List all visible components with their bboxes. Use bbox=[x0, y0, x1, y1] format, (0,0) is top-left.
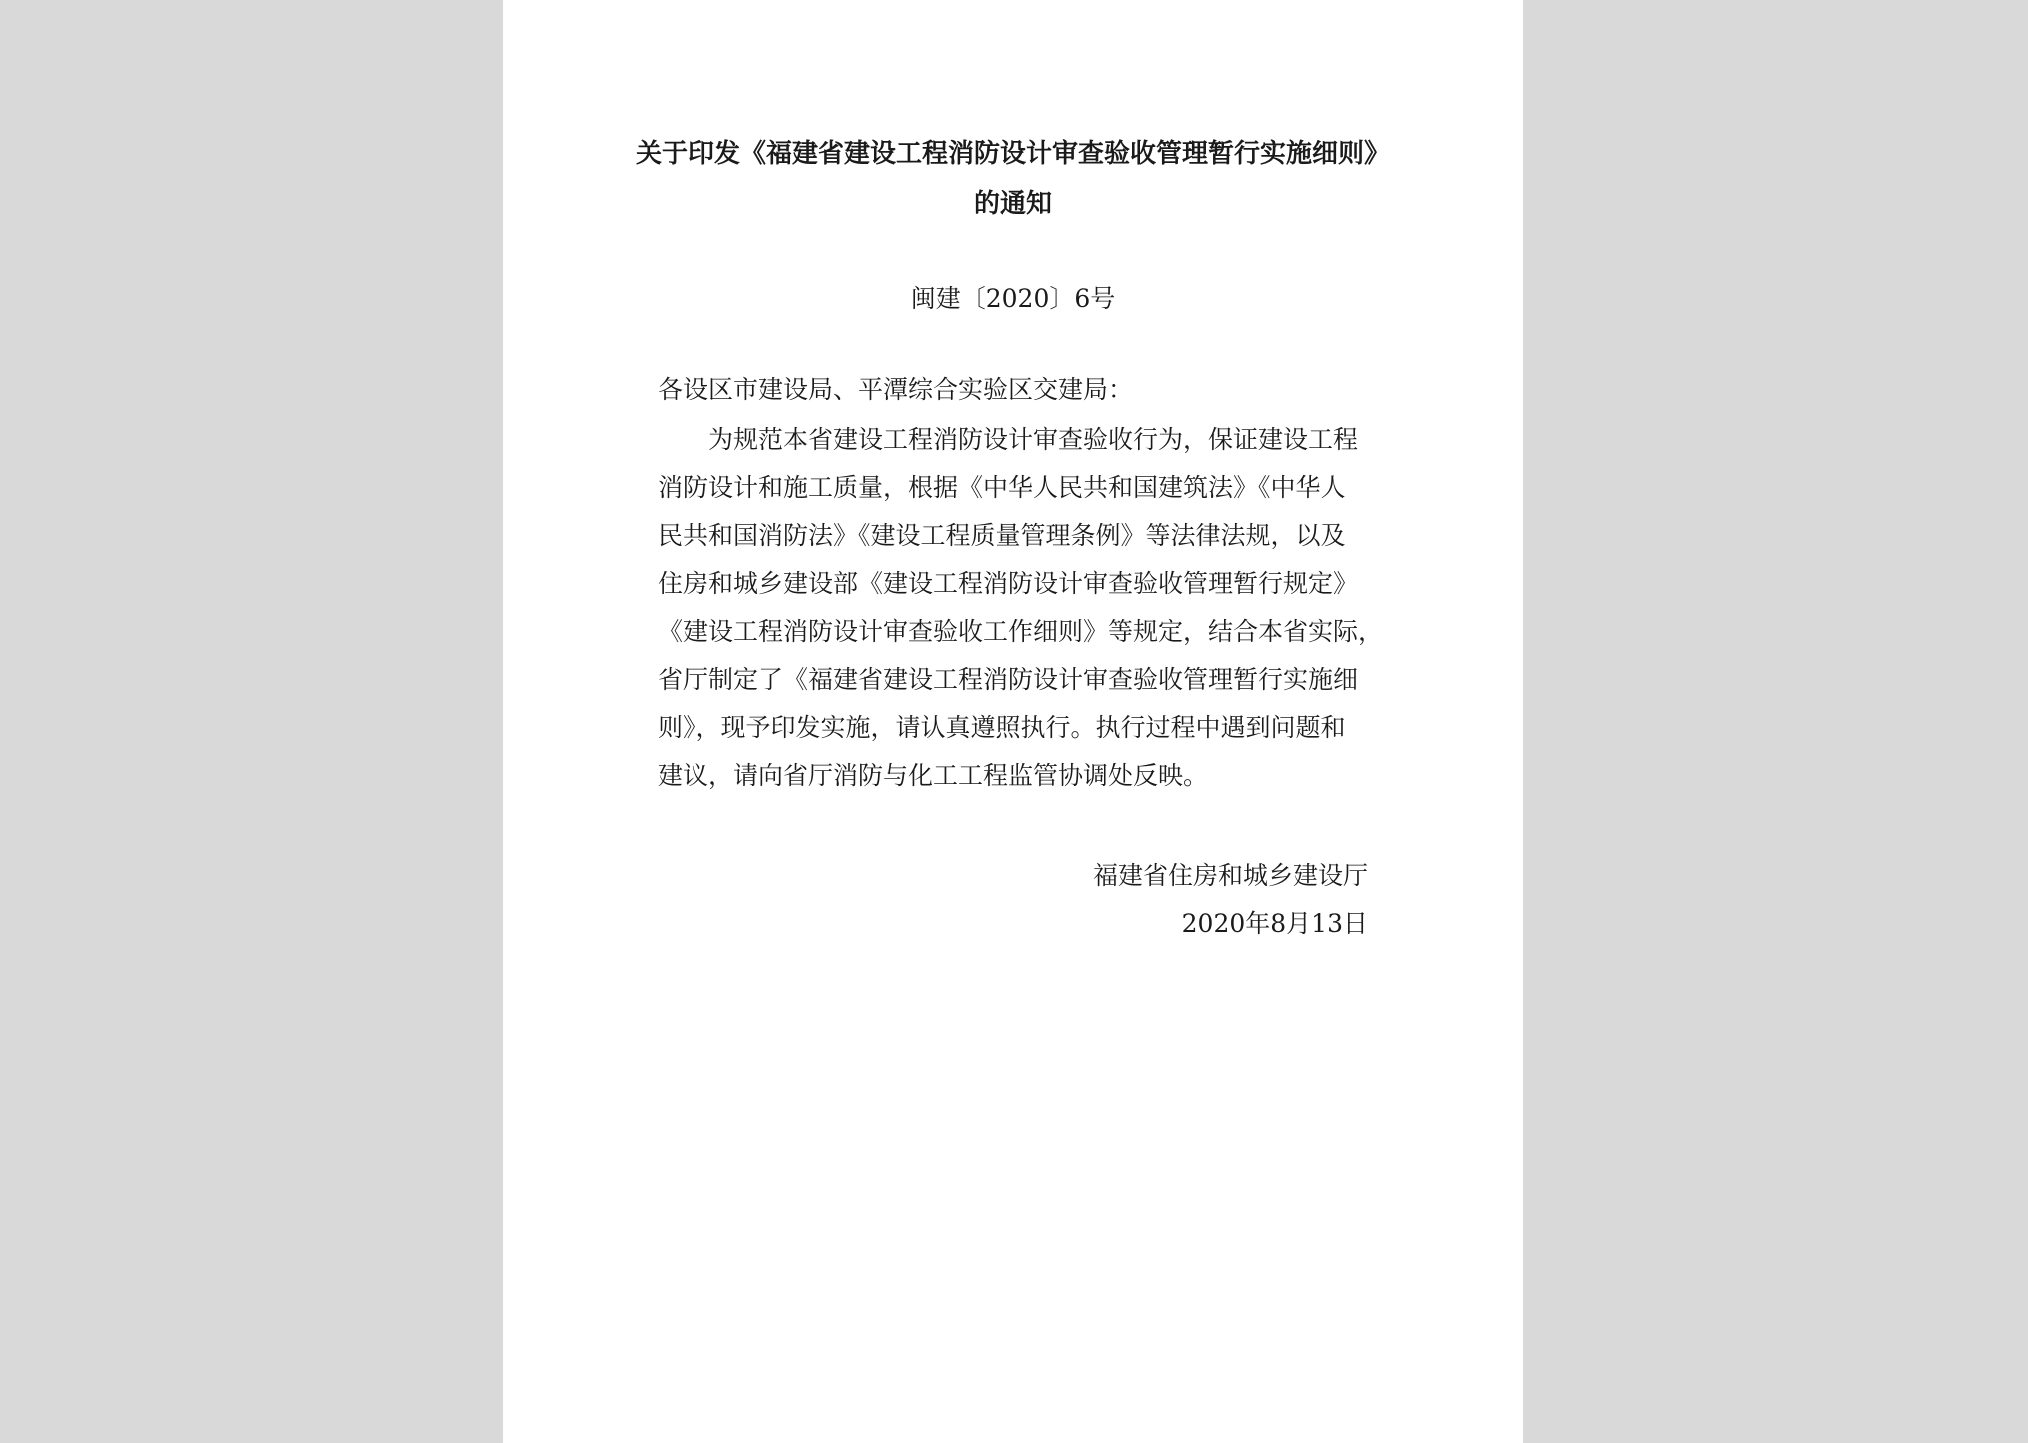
body-line-8: 建议，请向省厅消防与化工工程监管协调处反映。 bbox=[658, 761, 1209, 790]
body-line-7: 则》，现予印发实施，请认真遵照执行。执行过程中遇到问题和 bbox=[658, 713, 1346, 742]
body-line-3: 民共和国消防法》《建设工程质量管理条例》等法律法规，以及 bbox=[658, 521, 1346, 550]
document-page bbox=[503, 0, 1523, 1443]
body-line-2: 消防设计和施工质量，根据《中华人民共和国建筑法》《中华人 bbox=[658, 473, 1346, 502]
body-line-6: 省厅制定了《福建省建设工程消防设计审查验收管理暂行实施细 bbox=[658, 665, 1359, 694]
document-title-line-1: 关于印发《福建省建设工程消防设计审查验收管理暂行实施细则》 bbox=[635, 139, 1390, 169]
body-line-5: 《建设工程消防设计审查验收工作细则》等规定，结合本省实际， bbox=[658, 617, 1384, 646]
body-line-4: 住房和城乡建设部《建设工程消防设计审查验收管理暂行规定》 bbox=[658, 569, 1359, 598]
issuer-name: 福建省住房和城乡建设厅 bbox=[1092, 861, 1368, 890]
issue-date: 2020年8月13日 bbox=[1181, 909, 1368, 938]
body-line-1: 为规范本省建设工程消防设计审查验收行为，保证建设工程 bbox=[658, 425, 1359, 454]
recipient-line: 各设区市建设局、平潭综合实验区交建局： bbox=[658, 375, 1134, 404]
document-number: 闽建〔2020〕6号 bbox=[910, 284, 1116, 313]
document-title-line-2: 的通知 bbox=[973, 189, 1052, 219]
